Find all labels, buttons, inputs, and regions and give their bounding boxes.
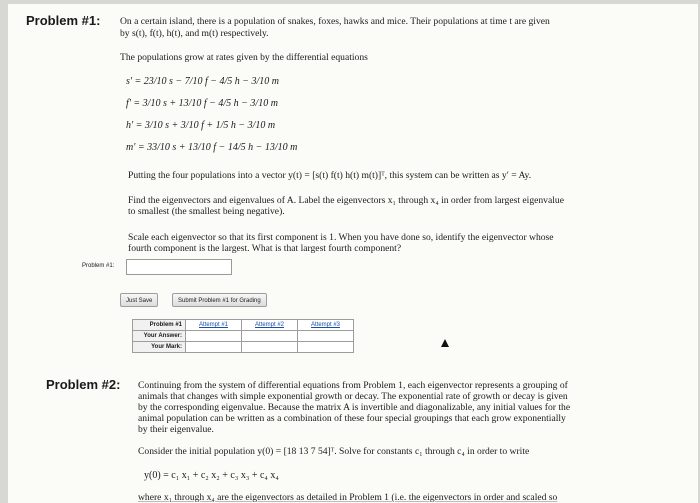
your-answer-label: Your Answer: (133, 331, 186, 342)
equation-f: f' = 3/10 s + 13/10 f − 4/5 h − 3/10 m (126, 98, 278, 109)
attempt-3-answer (298, 331, 354, 342)
problem2-heading: Problem #2: (46, 377, 121, 392)
attempt-2-tab[interactable]: Attempt #2 (242, 320, 298, 331)
attempt-3-tab[interactable]: Attempt #3 (298, 320, 354, 331)
attempt-2-mark (242, 342, 298, 353)
mouse-cursor-icon (441, 339, 449, 347)
problem1-answer-input[interactable] (126, 259, 232, 275)
initial-sentence: Consider the initial population y(0) = [18 13 7 54]ᵀ. Solve for constants c₁ through c₄ in order to write (138, 446, 530, 457)
problem1-intro-line1: On a certain island, there is a population of snakes, foxes, hawks and mice. Their populations at time t are given (120, 16, 550, 27)
attempts-table (132, 319, 354, 353)
equation-s: s' = 23/10 s − 7/10 f − 4/5 h − 3/10 m (126, 76, 280, 87)
attempt-1-answer (186, 331, 242, 342)
problem2-line1: Continuing from the system of differential equations from Problem 1, each eigenvector represents a grouping of (138, 380, 568, 391)
attempt-2-answer (242, 331, 298, 342)
problem2-cut-line: where x₁ through x₄ are the eigenvectors as detailed in Problem 1 (i.e. the eigenvectors in order and scaled so (138, 492, 558, 503)
problem2-line5: by their eigenvalue. (138, 424, 214, 435)
problem2-line4: animal population can be written as a combination of these four special groupings that each grow exponentially (138, 413, 566, 424)
submit-problem1-button[interactable]: Submit Problem #1 for Grading (172, 293, 267, 307)
vector-sentence: Putting the four populations into a vector y(t) = [s(t) f(t) h(t) m(t)]ᵀ, this system can be written as y′ = Ay. (128, 170, 532, 181)
problem-page (8, 4, 698, 503)
attempt-1-tab[interactable]: Attempt #1 (186, 320, 242, 331)
problem1-intro-line2: by s(t), f(t), h(t), and m(t) respectively. (120, 28, 269, 39)
answer-label: Problem #1: (82, 263, 115, 269)
equation-h: h' = 3/10 s + 3/10 f + 1/5 h − 3/10 m (126, 120, 276, 131)
problem2-line2: animals that changes with simple exponential growth or decay. The exponential rate of growth or decay is given (138, 391, 568, 402)
eigen-sentence-1: Find the eigenvectors and eigenvalues of A. Label the eigenvectors x₁ through x₄ in order from largest eigenvalue (128, 195, 564, 206)
rates-sentence: The populations grow at rates given by the differential equations (120, 52, 368, 63)
problem1-heading: Problem #1: (26, 13, 101, 28)
scale-sentence-1: Scale each eigenvector so that its first component is 1. When you have done so, identify the eigenvector whose (128, 232, 554, 243)
combination-equation: y(0) = c₁ x₁ + c₂ x₂ + c₃ x₃ + c₄ x₄ (144, 470, 279, 481)
your-mark-label: Your Mark: (133, 342, 186, 353)
attempts-header: Problem #1 (133, 320, 186, 331)
just-save-button[interactable]: Just Save (120, 293, 158, 307)
attempt-1-mark (186, 342, 242, 353)
equation-m: m' = 33/10 s + 13/10 f − 14/5 h − 13/10 m (126, 142, 298, 153)
attempt-3-mark (298, 342, 354, 353)
eigen-sentence-2: to smallest (the smallest being negative). (128, 206, 285, 217)
scale-sentence-2: fourth component is the largest. What is that largest fourth component? (128, 243, 402, 254)
problem2-line3: by the corresponding eigenvalue. Because the matrix A is invertible and diagonalizable, any initial values for the (138, 402, 571, 413)
